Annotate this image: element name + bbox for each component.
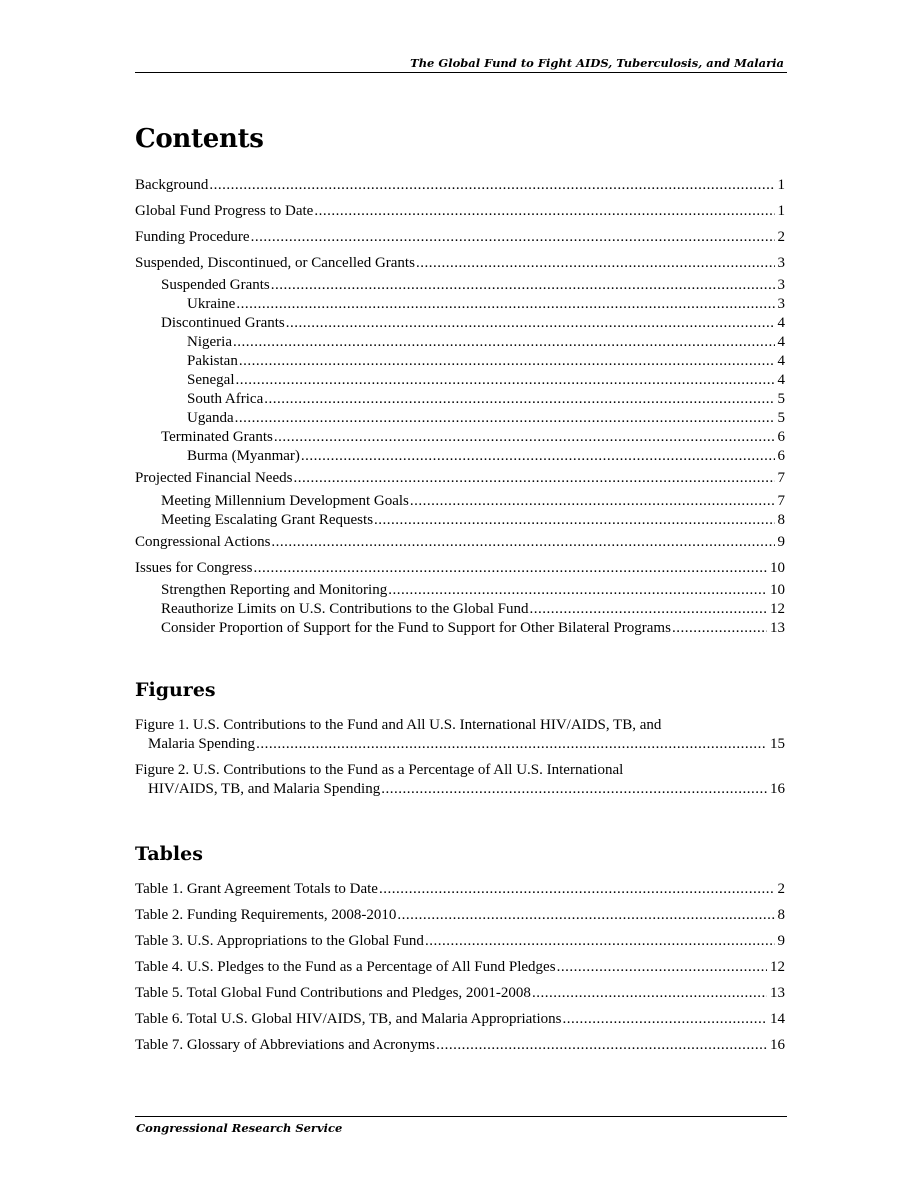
figures-heading: Figures (135, 679, 216, 701)
toc-entry[interactable] (135, 202, 785, 221)
toc-entry-page: 12 (770, 601, 785, 617)
toc-entry-text: Pakistan (187, 353, 238, 369)
leader-dots (562, 1010, 767, 1029)
toc-entry[interactable] (135, 228, 785, 247)
table-entry[interactable] (135, 906, 785, 925)
table-entry-page: 2 (777, 881, 785, 897)
toc-entry[interactable] (135, 390, 785, 409)
toc-entry-page: 6 (777, 429, 785, 445)
tables-heading: Tables (135, 843, 203, 865)
toc-entry-text: Funding Procedure (135, 229, 250, 245)
table-entry[interactable] (135, 1010, 785, 1029)
toc-entry-text: Ukraine (187, 296, 236, 312)
leader-dots (532, 984, 767, 1003)
toc-entry-text: Suspended, Discontinued, or Cancelled Grants (135, 255, 415, 271)
table-entry-page: 8 (777, 907, 785, 923)
leader-dots (293, 469, 774, 488)
toc-entry[interactable] (135, 619, 785, 638)
toc-entry-text: Issues for Congress (135, 560, 253, 576)
toc-entry[interactable] (135, 600, 785, 619)
toc-entry-page: 9 (777, 534, 785, 550)
toc-entry[interactable] (135, 469, 785, 488)
leader-dots (233, 333, 775, 352)
figure-entry-line1: Figure 2. U.S. Contributions to the Fund as a Percentage of All U.S. International (135, 762, 624, 778)
leader-dots (672, 619, 767, 638)
figure-entry[interactable] (135, 716, 785, 754)
leader-dots (381, 780, 767, 799)
toc-entry-text: Discontinued Grants (161, 315, 285, 331)
leader-dots (235, 409, 775, 428)
table-entry-page: 16 (770, 1037, 785, 1053)
leader-dots (274, 428, 775, 447)
toc-entry-text: Meeting Escalating Grant Requests (161, 512, 374, 528)
footer-rule (135, 1116, 787, 1117)
toc-entry[interactable] (135, 333, 785, 352)
toc-entry-page: 1 (777, 177, 785, 193)
toc-entry[interactable] (135, 559, 785, 578)
toc-entry-text: Nigeria (187, 334, 232, 350)
toc-entry-text: Strengthen Reporting and Monitoring (161, 582, 388, 598)
toc-entry-page: 1 (777, 203, 785, 219)
leader-dots (209, 176, 774, 195)
table-entry[interactable] (135, 984, 785, 1003)
toc-entry[interactable] (135, 492, 785, 511)
table-entry-page: 9 (777, 933, 785, 949)
contents-heading: Contents (135, 124, 264, 154)
toc-entry-text: Global Fund Progress to Date (135, 203, 314, 219)
toc-entry[interactable] (135, 511, 785, 530)
leader-dots (314, 202, 774, 221)
toc-entry[interactable] (135, 176, 785, 195)
leader-dots (425, 932, 775, 951)
leader-dots (374, 511, 774, 530)
table-entry[interactable] (135, 958, 785, 977)
leader-dots (388, 581, 767, 600)
table-entry-page: 14 (770, 1011, 785, 1027)
leader-dots (254, 559, 768, 578)
toc-entry-page: 3 (777, 255, 785, 271)
toc-entry-page: 7 (777, 470, 785, 486)
leader-dots (235, 371, 774, 390)
leader-dots (236, 295, 774, 314)
leader-dots (397, 906, 774, 925)
toc-entry-page: 2 (777, 229, 785, 245)
leader-dots (271, 533, 774, 552)
toc-entry-text: Meeting Millennium Development Goals (161, 493, 409, 509)
toc-entry[interactable] (135, 352, 785, 371)
figure-entry-line1: Figure 1. U.S. Contributions to the Fund and All U.S. International HIV/AIDS, TB, and (135, 717, 662, 733)
table-entry-text: Table 6. Total U.S. Global HIV/AIDS, TB, and Malaria Appropriations (135, 1011, 562, 1027)
toc-entry-text: Suspended Grants (161, 277, 270, 293)
figure-entry-line2: Malaria Spending (148, 736, 256, 752)
leader-dots (379, 880, 775, 899)
toc-entry[interactable] (135, 581, 785, 600)
toc-entry-page: 10 (770, 560, 785, 576)
figure-entry[interactable] (135, 761, 785, 799)
toc-entry-text: Uganda (187, 410, 234, 426)
toc-entry-page: 3 (777, 277, 785, 293)
toc-entry-page: 4 (777, 353, 785, 369)
toc-entry-text: Burma (Myanmar) (187, 448, 300, 464)
toc-entry-text: Terminated Grants (161, 429, 273, 445)
toc-entry-page: 10 (770, 582, 785, 598)
table-entry-text: Table 1. Grant Agreement Totals to Date (135, 881, 378, 897)
toc-entry[interactable] (135, 295, 785, 314)
table-entry-text: Table 3. U.S. Appropriations to the Global Fund (135, 933, 424, 949)
leader-dots (410, 492, 775, 511)
toc-entry-text: Background (135, 177, 209, 193)
figure-entry-page: 16 (770, 781, 785, 797)
toc-entry[interactable] (135, 371, 785, 390)
toc-entry-page: 4 (777, 372, 785, 388)
toc-entry-page: 4 (777, 315, 785, 331)
table-entry-text: Table 5. Total Global Fund Contributions and Pledges, 2001-2008 (135, 985, 531, 1001)
leader-dots (251, 228, 775, 247)
leader-dots (301, 447, 775, 466)
table-entry[interactable] (135, 932, 785, 951)
table-entry-page: 12 (770, 959, 785, 975)
toc-entry-page: 5 (777, 410, 785, 426)
figure-entry-line2: HIV/AIDS, TB, and Malaria Spending (148, 781, 381, 797)
header-rule (135, 72, 787, 73)
toc-entry-page: 3 (777, 296, 785, 312)
toc-entry-text: South Africa (187, 391, 264, 407)
table-entry[interactable] (135, 880, 785, 899)
toc-entry[interactable] (135, 314, 785, 333)
leader-dots (256, 735, 767, 754)
leader-dots (239, 352, 775, 371)
toc-entry-page: 5 (777, 391, 785, 407)
table-entry[interactable] (135, 1036, 785, 1055)
leader-dots (436, 1036, 767, 1055)
toc-entry-page: 6 (777, 448, 785, 464)
figure-entry-page: 15 (770, 736, 785, 752)
toc-entry-page: 8 (777, 512, 785, 528)
toc-entry-text: Reauthorize Limits on U.S. Contributions to the Global Fund (161, 601, 529, 617)
toc-entry[interactable] (135, 428, 785, 447)
toc-entry-text: Senegal (187, 372, 235, 388)
leader-dots (529, 600, 767, 619)
leader-dots (271, 276, 775, 295)
toc-entry[interactable] (135, 409, 785, 428)
toc-entry-page: 7 (777, 493, 785, 509)
running-header-title: The Global Fund to Fight AIDS, Tuberculosis, and Malaria (410, 56, 784, 70)
leader-dots (416, 254, 775, 273)
toc-entry[interactable] (135, 447, 785, 466)
toc-entry-text: Projected Financial Needs (135, 470, 293, 486)
leader-dots (286, 314, 775, 333)
toc-entry[interactable] (135, 276, 785, 295)
toc-entry[interactable] (135, 533, 785, 552)
footer-publisher: Congressional Research Service (136, 1121, 343, 1135)
toc-entry-page: 13 (770, 620, 785, 636)
toc-entry-page: 4 (777, 334, 785, 350)
table-entry-page: 13 (770, 985, 785, 1001)
table-entry-text: Table 2. Funding Requirements, 2008-2010 (135, 907, 397, 923)
table-entry-text: Table 7. Glossary of Abbreviations and Acronyms (135, 1037, 436, 1053)
leader-dots (557, 958, 767, 977)
toc-entry[interactable] (135, 254, 785, 273)
toc-entry-text: Consider Proportion of Support for the Fund to Support for Other Bilateral Programs (161, 620, 671, 636)
leader-dots (264, 390, 774, 409)
toc-entry-text: Congressional Actions (135, 534, 271, 550)
table-entry-text: Table 4. U.S. Pledges to the Fund as a Percentage of All Fund Pledges (135, 959, 556, 975)
